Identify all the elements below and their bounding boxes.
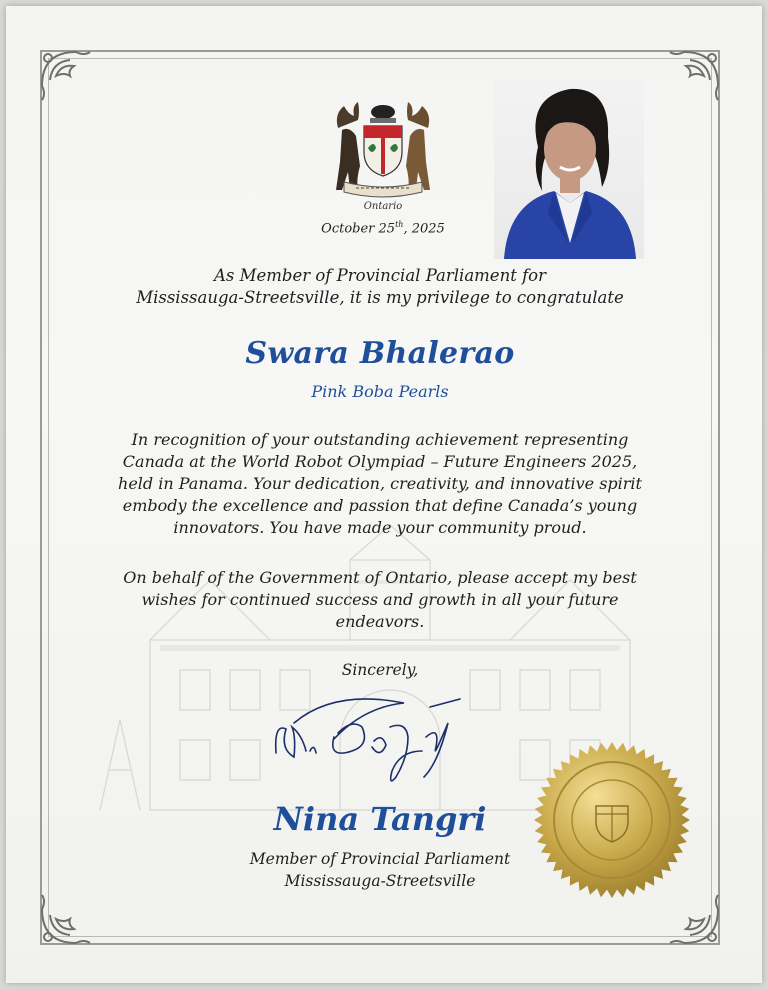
recipient-name: Swara Bhalerao <box>245 336 515 371</box>
signer-name: Nina Tangri <box>273 800 487 838</box>
congratulation-intro: As Member of Provincial Parliament for Mississauga-Streetsville, it is my privilege to congratulate <box>136 266 624 307</box>
province-label: Ontario <box>363 201 403 212</box>
corner-flourish-icon <box>654 46 724 116</box>
corner-flourish-icon <box>36 879 106 949</box>
mpp-portrait-photo <box>494 77 644 259</box>
ontario-coat-of-arms-icon <box>330 98 436 202</box>
recognition-paragraph: In recognition of your outstanding achievement representing Canada at the World Robot Olympiad – Future Engineers 2025, held in Panama. Your dedication, creativity, and innovative spirit embody the excellence and passion that define Canada’s young innovators. You have made your community proud. <box>118 430 642 537</box>
closing-salutation: Sincerely, <box>341 661 419 679</box>
wishes-paragraph: On behalf of the Government of Ontario, please accept my best wishes for continued success and growth in all your future endeavors. <box>123 568 637 631</box>
handwritten-signature <box>270 697 475 787</box>
gold-seal-icon <box>532 740 692 900</box>
team-name: Pink Boba Pearls <box>311 382 449 401</box>
signer-title: Member of Provincial Parliament Mississauga-Streetsville <box>249 850 511 890</box>
certificate-date: October 25th, 2025 <box>321 220 445 237</box>
corner-flourish-icon <box>36 46 106 116</box>
